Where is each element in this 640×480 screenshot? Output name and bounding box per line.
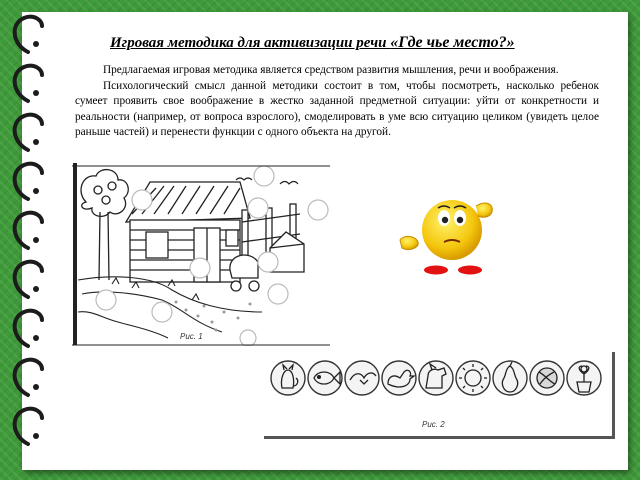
figure-2-picture-row <box>264 352 615 439</box>
figure-1-house-scene <box>72 162 330 346</box>
title-quote: «Где чье место?» <box>390 34 515 51</box>
thinking-smiley-icon <box>394 196 498 278</box>
slide-body-text <box>75 63 599 141</box>
figure-2-caption: Рис. 2 <box>422 420 445 429</box>
notebook-rings <box>0 0 60 480</box>
paragraph-2: Психологический смысл данной методики состоит в том, чтобы посмотреть, насколько ребенок сумеет проявить свое воображение в жестко заданной предметной ситуации: уйти от конкретности и реальности (например, от вопроса взрослого), смоделировать в уме всю ситуацию целиком (увидеть целое раньше частей) и перенести функции с одного объекта на другой. <box>75 79 599 139</box>
paragraph-1: Предлагаемая игровая методика является средством развития мышления, речи и воображения. <box>103 64 559 76</box>
ball-icon <box>537 368 557 388</box>
slide-title <box>110 34 610 52</box>
title-main: Игровая методика для активизации речи <box>110 35 387 51</box>
figure-1-caption: Рис. 1 <box>180 332 203 341</box>
